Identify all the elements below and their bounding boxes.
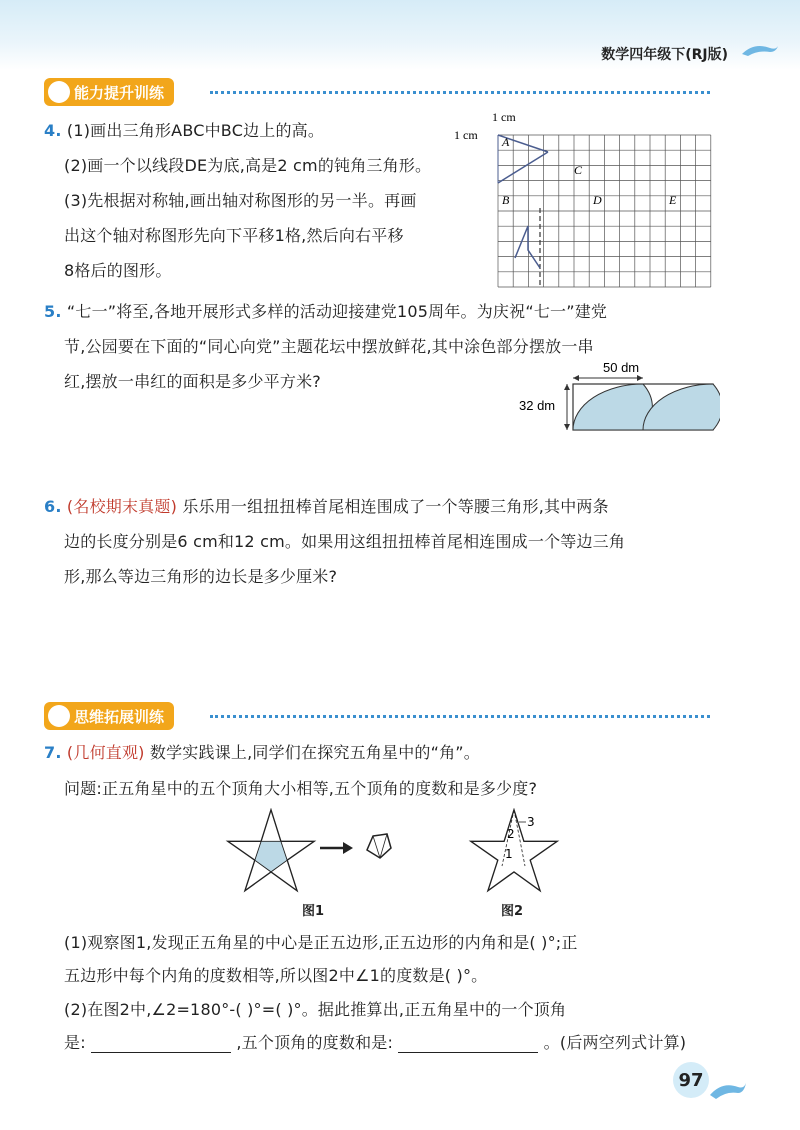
q4-part3: (3)先根据对称轴,画出轴对称图形的另一半。再画 — [64, 191, 417, 210]
divider — [210, 715, 710, 718]
question-number: 5. — [44, 302, 62, 321]
section-label: 能力提升训练 — [74, 83, 165, 102]
q4-part2: (2)画一个以线段DE为底,高是2 cm的钝角三角形。 — [64, 156, 432, 175]
question-number: 7. — [44, 743, 62, 762]
q5-line3: 红,摆放一串红的面积是多少平方米? — [64, 372, 321, 391]
q6-tag: (名校期末真题) — [66, 497, 178, 516]
dolphin-icon — [740, 40, 780, 60]
answer-blank-2[interactable] — [398, 1036, 538, 1053]
star-figures — [225, 808, 565, 898]
q6-line1: 乐乐用一组扭扭棒首尾相连围成了一个等腰三角形,其中两条 — [182, 497, 609, 516]
unit-label-top: 1 cm — [492, 110, 516, 124]
shaded-region-left — [573, 384, 652, 430]
point-a-label: A — [502, 135, 510, 149]
q7-question: 问题:正五角星中的五个顶角大小相等,五个顶角的度数和是多少度? — [64, 779, 538, 798]
half-shape — [515, 226, 540, 268]
answer-blank-1[interactable] — [91, 1036, 231, 1053]
point-d-label: D — [593, 193, 602, 207]
dolphin-icon — [708, 1075, 748, 1105]
section-label: 思维拓展训练 — [74, 707, 165, 726]
q7-part2-suffix: 。(后两空列式计算) — [543, 1033, 687, 1052]
section-banner-ability — [44, 78, 174, 106]
angle-2-label: 2 — [507, 827, 515, 841]
point-c-label: C — [574, 163, 583, 177]
divider — [210, 91, 710, 94]
q4-part3-cont: 出这个轴对称图形先向下平移1格,然后向右平移 — [64, 226, 404, 245]
height-label: 32 dm — [519, 398, 556, 413]
width-label: 50 dm — [603, 360, 640, 375]
q7-line1: 数学实践课上,同学们在探究五角星中的“角”。 — [149, 743, 480, 762]
student-icon — [48, 81, 70, 103]
angle-1-label: 1 — [505, 847, 513, 861]
shaded-region-right — [643, 384, 720, 430]
q4-part1: (1)画出三角形ABC中BC边上的高。 — [66, 121, 325, 140]
angle-3-label: 3 — [527, 815, 535, 829]
q7-tag: (几何直观) — [66, 743, 145, 762]
q4-grid-figure — [450, 108, 720, 288]
section-banner-thinking — [44, 702, 174, 730]
book-title: 数学四年级下(RJ版) — [601, 47, 728, 63]
q5-line2: 节,公园要在下面的“同心向党”主题花坛中摆放鲜花,其中涂色部分摆放一串 — [64, 337, 594, 356]
q7-part1-line2: 五边形中每个内角的度数相等,所以图2中∠1的度数是( )°。 — [64, 966, 488, 985]
q7-part1-line1: (1)观察图1,发现正五角星的中心是正五边形,正五边形的内角和是( )°;正 — [64, 933, 578, 952]
flowerbed-figure — [515, 358, 720, 438]
q7-part2-line1: (2)在图2中,∠2=180°-( )°=( )°。据此推算出,正五角星中的一个顶角 — [64, 1000, 567, 1019]
q7-part2-middle: ,五个顶角的度数和是: — [236, 1033, 394, 1052]
question-number: 4. — [44, 121, 62, 140]
figure-1-caption: 图1 — [302, 904, 325, 919]
q6-line2: 边的长度分别是6 cm和12 cm。如果用这组扭扭棒首尾相连围成一个等边三角 — [64, 532, 626, 551]
point-e-label: E — [669, 193, 677, 207]
unit-label-left: 1 cm — [454, 128, 478, 142]
figure-2-caption: 图2 — [501, 904, 524, 919]
page-number: 97 — [673, 1062, 709, 1098]
student-icon — [48, 705, 70, 727]
q6-line3: 形,那么等边三角形的边长是多少厘米? — [64, 567, 338, 586]
q4-part3-end: 8格后的图形。 — [64, 261, 172, 280]
point-b-label: B — [502, 193, 510, 207]
q5-line1: “七一”将至,各地开展形式多样的活动迎接建党105周年。为庆祝“七一”建党 — [66, 302, 608, 321]
q7-part2-prefix: 是: — [64, 1033, 86, 1052]
question-number: 6. — [44, 497, 62, 516]
